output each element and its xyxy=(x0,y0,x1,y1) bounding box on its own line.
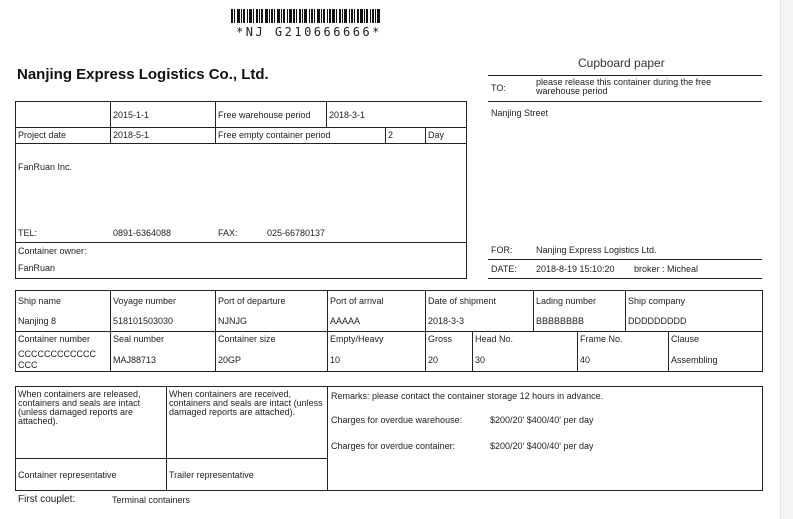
overdue-warehouse-label: Charges for overdue warehouse: xyxy=(331,415,463,425)
released-clause: When containers are released, containers and seals are intact (unless damaged reports are attached). xyxy=(18,389,141,426)
val-voyage-number: 518101503030 xyxy=(113,316,174,326)
barcode-text: *NJ G210666666* xyxy=(236,25,382,39)
hdr-container-number: Container number xyxy=(18,334,91,344)
free-empty-unit: Day xyxy=(428,130,445,140)
hdr-clause: Clause xyxy=(671,334,700,344)
hdr-ship-name: Ship name xyxy=(18,296,62,306)
remarks: Remarks: please contact the container storage 12 hours in advance. xyxy=(331,391,604,401)
start-date: 2015-1-1 xyxy=(113,110,150,120)
val-seal-number: MAJ88713 xyxy=(113,355,157,365)
val-lading-number: BBBBBBBB xyxy=(536,316,585,326)
project-date-value: 2018-5-1 xyxy=(113,130,150,140)
container-owner-value: FanRuan xyxy=(18,263,56,273)
overdue-container-value: $200/20' $400/40' per day xyxy=(490,441,594,451)
val-port-of-departure: NJNJG xyxy=(218,316,247,326)
overdue-warehouse-value: $200/20' $400/40' per day xyxy=(490,415,594,425)
val-clause: Assembling xyxy=(671,355,718,365)
hdr-lading-number: Lading number xyxy=(536,296,597,306)
val-container-number-line2: CCC xyxy=(18,360,38,370)
free-warehouse-label: Free warehouse period xyxy=(218,110,311,120)
to-text: please release this container during the free warehouse period xyxy=(536,77,712,96)
hdr-container-size: Container size xyxy=(218,334,276,344)
val-container-number: CCCCCCCCCCCC xyxy=(18,349,96,359)
overdue-container-label: Charges for overdue container: xyxy=(331,441,456,451)
hdr-gross: Gross xyxy=(428,334,453,344)
hdr-head-no: Head No. xyxy=(475,334,514,344)
vertical-scrollbar[interactable] xyxy=(780,0,793,519)
broker: broker : Micheal xyxy=(634,264,699,274)
for-label: FOR: xyxy=(491,245,513,255)
received-clause: When containers are received, containers and seals are intact (unless damaged reports are attached). xyxy=(169,389,323,417)
project-date-label: Project date xyxy=(18,130,67,140)
hdr-port-of-arrival: Port of arrival xyxy=(330,296,384,306)
container-owner-label: Container owner: xyxy=(18,246,87,256)
for-value: Nanjing Express Logistics Ltd. xyxy=(536,245,657,255)
free-empty-value: 2 xyxy=(388,130,394,140)
val-ship-name: Nanjing 8 xyxy=(18,316,57,326)
first-couplet-value: Terminal containers xyxy=(112,495,191,505)
consignee-name: FanRuan Inc. xyxy=(18,162,73,172)
address: Nanjing Street xyxy=(491,108,549,118)
hdr-ship-company: Ship company xyxy=(628,296,686,306)
val-date-of-shipment: 2018-3-3 xyxy=(428,316,465,326)
val-ship-company: DDDDDDDDD xyxy=(628,316,687,326)
hdr-date-of-shipment: Date of shipment xyxy=(428,296,497,306)
fax-label: FAX: xyxy=(218,228,238,238)
fax-value: 025-66780137 xyxy=(267,228,326,238)
hdr-seal-number: Seal number xyxy=(113,334,165,344)
hdr-voyage-number: Voyage number xyxy=(113,296,177,306)
hdr-empty-heavy: Empty/Heavy xyxy=(330,334,384,344)
tel-label: TEL: xyxy=(18,228,38,238)
company-name: Nanjing Express Logistics Co., Ltd. xyxy=(17,66,269,83)
free-empty-label: Free empty container period xyxy=(218,130,331,140)
val-port-of-arrival: AAAAA xyxy=(330,316,361,326)
free-warehouse-value: 2018-3-1 xyxy=(329,110,366,120)
consignee-box xyxy=(15,143,467,279)
val-frame-no: 40 xyxy=(580,355,591,365)
date-value: 2018-8-19 15:10:20 xyxy=(536,264,615,274)
barcode-image xyxy=(231,9,411,23)
trailer-representative: Trailer representative xyxy=(169,470,254,480)
tel-value: 0891-6364088 xyxy=(113,228,172,238)
val-empty-heavy: 10 xyxy=(330,355,341,365)
to-label: TO: xyxy=(491,83,506,93)
hdr-port-of-departure: Port of departure xyxy=(218,296,286,306)
val-container-size: 20GP xyxy=(218,355,242,365)
first-couplet-label: First couplet: xyxy=(18,494,76,505)
val-gross: 20 xyxy=(428,355,439,365)
container-representative: Container representative xyxy=(18,470,117,480)
date-label: DATE: xyxy=(491,264,517,274)
val-head-no: 30 xyxy=(475,355,486,365)
document-title: Cupboard paper xyxy=(578,56,665,70)
hdr-frame-no: Frame No. xyxy=(580,334,623,344)
